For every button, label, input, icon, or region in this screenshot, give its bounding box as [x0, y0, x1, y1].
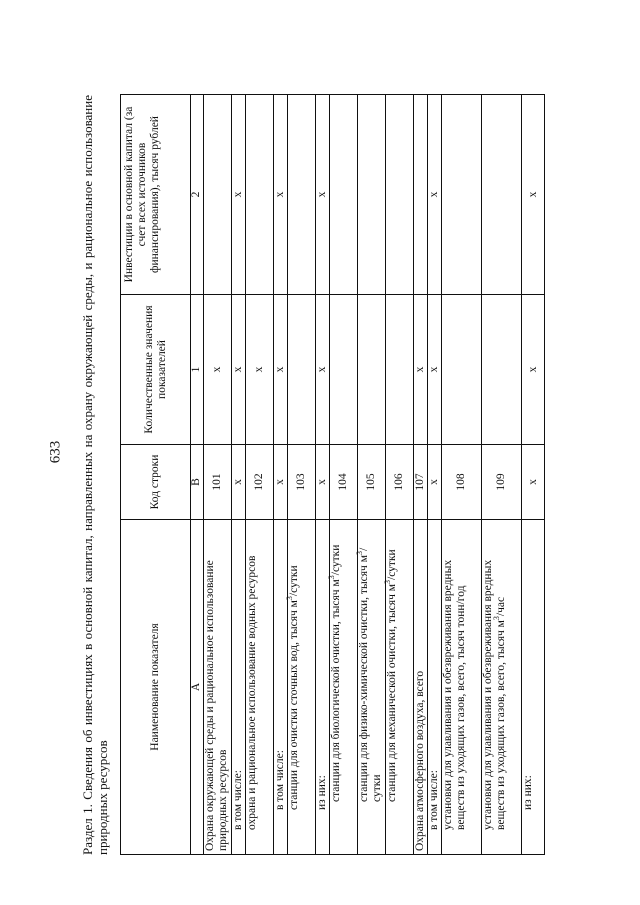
table-row	[246, 95, 274, 855]
table-row	[288, 95, 316, 855]
table-row	[386, 95, 414, 855]
row-inv	[358, 95, 386, 295]
row-qty: х	[414, 295, 428, 445]
row-name: в том числе:	[274, 520, 288, 855]
row-name: станции для механической очистки, тысяч $м^3$/сутки	[386, 520, 414, 855]
row-qty	[358, 295, 386, 445]
row-code: 101	[204, 445, 232, 520]
table-row	[428, 95, 442, 855]
row-name: из них:	[522, 520, 545, 855]
row-qty: х	[428, 295, 442, 445]
row-name: в том числе:	[428, 520, 442, 855]
investment-table	[120, 94, 545, 855]
row-inv	[442, 95, 482, 295]
row-name: станции для очистки сточных вод, тысяч $м^3$/сутки	[288, 520, 316, 855]
row-inv	[288, 95, 316, 295]
header-quantity: Количественные значения показателей	[121, 295, 191, 445]
table-row	[414, 95, 428, 855]
row-qty: х	[522, 295, 545, 445]
row-qty	[386, 295, 414, 445]
row-code: 109	[482, 445, 522, 520]
row-code: 105	[358, 445, 386, 520]
row-qty	[442, 295, 482, 445]
row-qty: х	[246, 295, 274, 445]
header-name: Наименование показателя	[121, 520, 191, 855]
row-name: Охрана окружающей среды и рациональное использование природных ресурсов	[204, 520, 232, 855]
row-inv	[204, 95, 232, 295]
row-name: установки для улавливания и обезвреживания вредных веществ из уходящих газов, всего, тысяч $м^3$/час	[482, 520, 522, 855]
table-row	[330, 95, 358, 855]
page-number: 633	[47, 440, 64, 464]
section-title: Раздел 1. Сведения об инвестициях в основной капитал, направленных на охрану окружающей среды, и рациональное использование природных ресурсов	[80, 95, 110, 855]
row-code: 104	[330, 445, 358, 520]
table-row	[522, 95, 545, 855]
table-row	[204, 95, 232, 855]
row-code: х	[428, 445, 442, 520]
header-investment: Инвестиции в основной капитал (за счет всех источников финансирования), тысяч рублей	[121, 95, 191, 295]
row-code: 108	[442, 445, 482, 520]
table-row	[358, 95, 386, 855]
row-name: из них:	[316, 520, 330, 855]
row-code: 102	[246, 445, 274, 520]
row-inv	[386, 95, 414, 295]
row-inv	[246, 95, 274, 295]
table-row	[482, 95, 522, 855]
row-qty: х	[204, 295, 232, 445]
row-name: Охрана атмосферного воздуха, всего	[414, 520, 428, 855]
row-inv: х	[316, 95, 330, 295]
row-inv	[330, 95, 358, 295]
table-header-row	[121, 95, 191, 855]
row-code: 107	[414, 445, 428, 520]
table-row	[274, 95, 288, 855]
row-code: х	[274, 445, 288, 520]
row-inv	[414, 95, 428, 295]
header-code: Код строки	[121, 445, 191, 520]
row-qty	[482, 295, 522, 445]
letter-v: В	[191, 445, 204, 520]
table-row	[442, 95, 482, 855]
row-inv: х	[274, 95, 288, 295]
row-qty: х	[316, 295, 330, 445]
row-code: х	[522, 445, 545, 520]
row-inv	[482, 95, 522, 295]
row-code: х	[316, 445, 330, 520]
table-row	[232, 95, 246, 855]
row-name: станции для биологической очистки, тысяч $м^3$/сутки	[330, 520, 358, 855]
row-name: охрана и рациональное использование водных ресурсов	[246, 520, 274, 855]
table-row	[316, 95, 330, 855]
row-inv: х	[522, 95, 545, 295]
row-inv: х	[232, 95, 246, 295]
row-qty: х	[274, 295, 288, 445]
letter-2: 2	[191, 95, 204, 295]
letter-1: 1	[191, 295, 204, 445]
row-name: станции для физико-химической очистки, тысяч $м^3$/сутки	[358, 520, 386, 855]
row-code: 103	[288, 445, 316, 520]
row-name: в том числе:	[232, 520, 246, 855]
row-qty	[330, 295, 358, 445]
column-letters-row	[191, 95, 204, 855]
row-qty	[288, 295, 316, 445]
rotated-content	[80, 95, 545, 855]
row-inv: х	[428, 95, 442, 295]
row-name: установки для улавливания и обезвреживания вредных веществ из уходящих газов, всего, тысяч тонн/год	[442, 520, 482, 855]
row-qty: х	[232, 295, 246, 445]
row-code: 106	[386, 445, 414, 520]
row-code: х	[232, 445, 246, 520]
letter-a: А	[191, 520, 204, 855]
